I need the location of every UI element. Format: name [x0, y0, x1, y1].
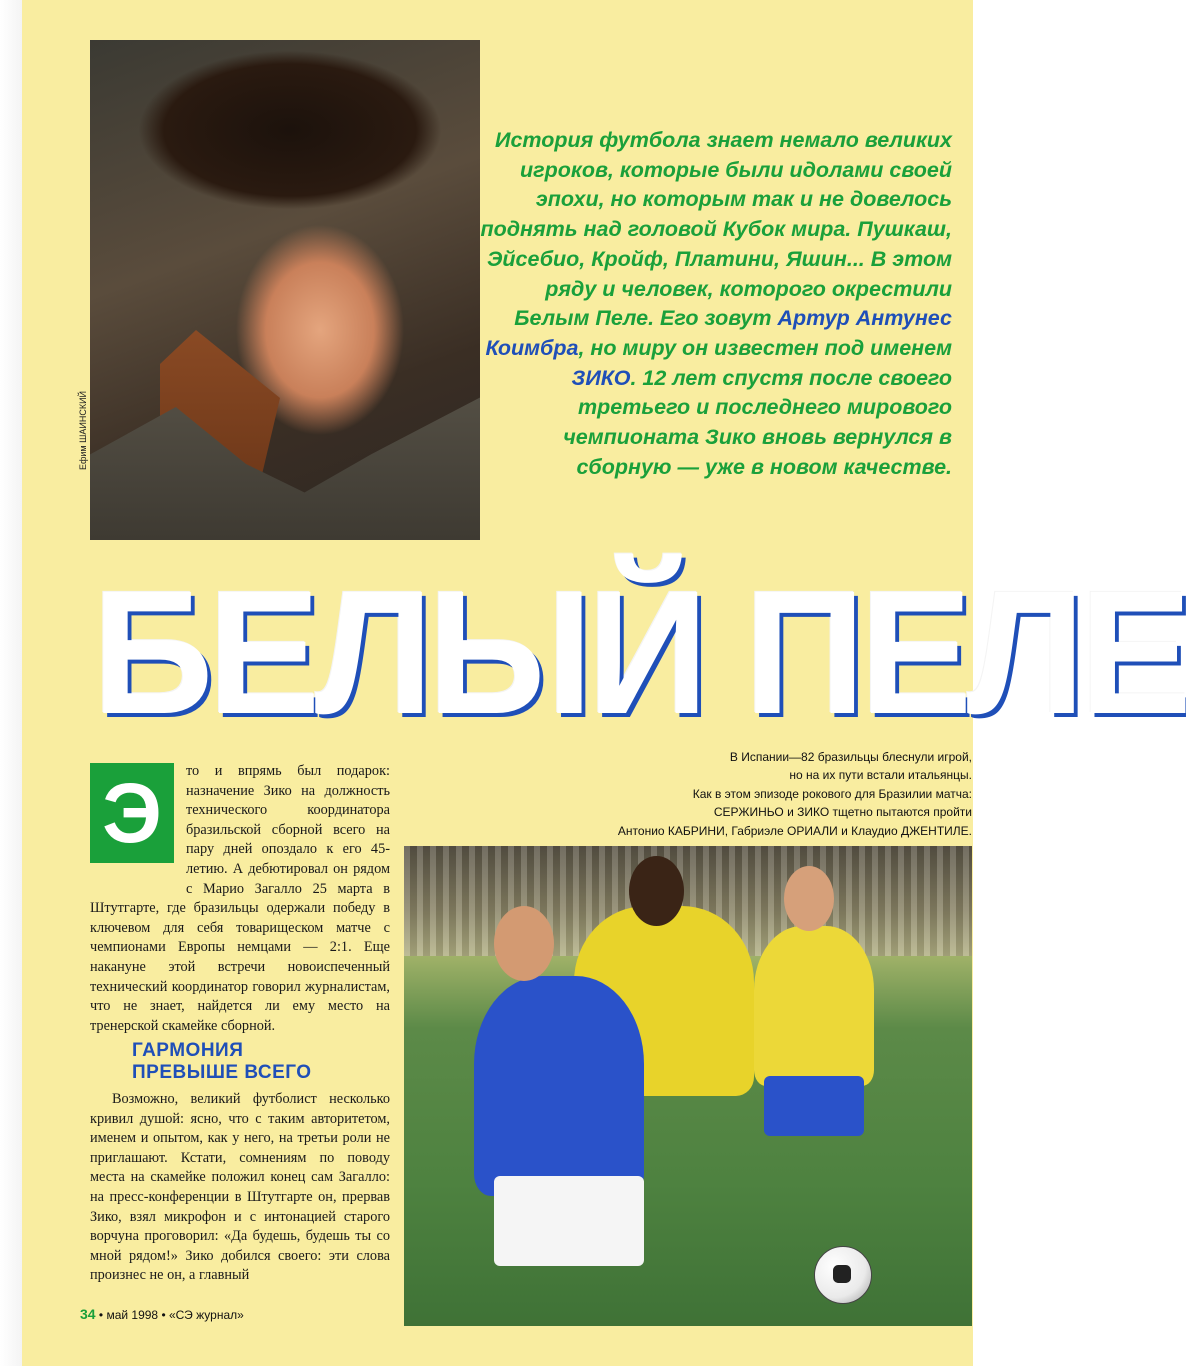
brazil-player-2-head	[784, 866, 834, 931]
caption-line-5: Антонио КАБРИНИ, Габриэле ОРИАЛИ и Клаудио ДЖЕНТИЛЕ.	[617, 823, 972, 838]
caption-line-1: В Испании—82 бразильцы блеснули игрой,	[729, 750, 972, 764]
page-edge	[0, 0, 22, 1366]
caption-line-4: СЕРЖИНЬО и ЗИКО тщетно пытаются пройти	[713, 805, 972, 820]
intro-nickname: ЗИКО	[571, 365, 631, 390]
intro-full-name: Артур Антунес Коимбра	[485, 306, 952, 360]
photo-caption	[582, 748, 972, 840]
caption-line-2: но на их пути встали итальянцы.	[789, 768, 972, 783]
italy-player-head	[494, 906, 554, 981]
magazine-page	[22, 0, 1186, 1366]
section-subhead	[132, 1040, 392, 1084]
subhead-line-2: ПРЕВЫШЕ ВСЕГО	[132, 1062, 312, 1083]
intro-part2-mid: , но миру он известен под именем	[578, 335, 952, 360]
intro-lead	[472, 126, 952, 482]
intro-part2-prefix: Его зовут	[660, 306, 778, 331]
portrait-suit	[90, 350, 480, 540]
footer-text: • май 1998 • «СЭ журнал»	[95, 1308, 244, 1322]
intro-part2-suffix: . 12 лет спустя после своего третьего и последнего мирового чемпионата Зико вновь вернулся в сборную — уже в новом качестве.	[563, 365, 952, 479]
page-number: 34	[80, 1306, 96, 1322]
article-paragraph-2: Возможно, великий футболист несколько кривил душой: ясно, что с таким авторитетом, именем и опытом, как у него, на третьи роли не приглашают. Кстати, сомнениям по поводу места на скамейке положил конец сам Загалло: на пресс-конференции в Штутгарте он, прервав Зико, взял микрофон и с интонацией старого ворчуна проговорил: «Да будешь, будешь ты со мной рядом!» Зико добился своего: эти слова произнес не он, а главный	[90, 1091, 390, 1284]
article-body-2	[90, 1090, 390, 1286]
italy-player-shorts	[494, 1176, 644, 1266]
article-paragraph-1: то и впрямь был подарок: назначение Зико на должность технического координатора бразильской сборной всего на пару дней опоздало к его 45-летию. А дебютировал он рядом с Марио Загалло 25 марта в Штутгарте, где бразильцы одержали победу в ключевом для себя товарищеском матче с чемпионами Европы немцами — 2:1. Еще накануне этой встречи новоиспеченный технический координатор говорил журналистам, что не знает, найдется ли ему место на тренерской скамейке сборной.	[90, 763, 390, 1034]
portrait-photo	[90, 40, 480, 540]
brazil-player-head	[629, 856, 684, 926]
caption-line-3: Как в этом эпизоде рокового для Бразилии матча:	[692, 786, 972, 801]
intro-part1: История футбола знает немало великих игроков, которые были идолами своей эпохи, но которым так и не довелось поднять над головой Кубок мира. Пушкаш, Эйсебио, Кройф, Платини, Яшин... В этом ряду и человек, которого окрестили Белым Пеле.	[480, 128, 952, 331]
subhead-line-1: ГАРМОНИЯ	[132, 1040, 244, 1061]
football-ball	[814, 1246, 872, 1304]
football-match-photo	[404, 846, 972, 1326]
brazil-player-2-jersey	[754, 926, 874, 1086]
dropcap: Э	[90, 763, 174, 863]
brazil-player-2-shorts	[764, 1076, 864, 1136]
page-footer	[80, 1306, 244, 1322]
article-headline: БЕЛЫЙ ПЕЛЕ	[92, 555, 1186, 751]
italy-player-jersey	[474, 976, 644, 1196]
photo-credit: Ефим ШАИНСКИЙ	[78, 390, 88, 470]
